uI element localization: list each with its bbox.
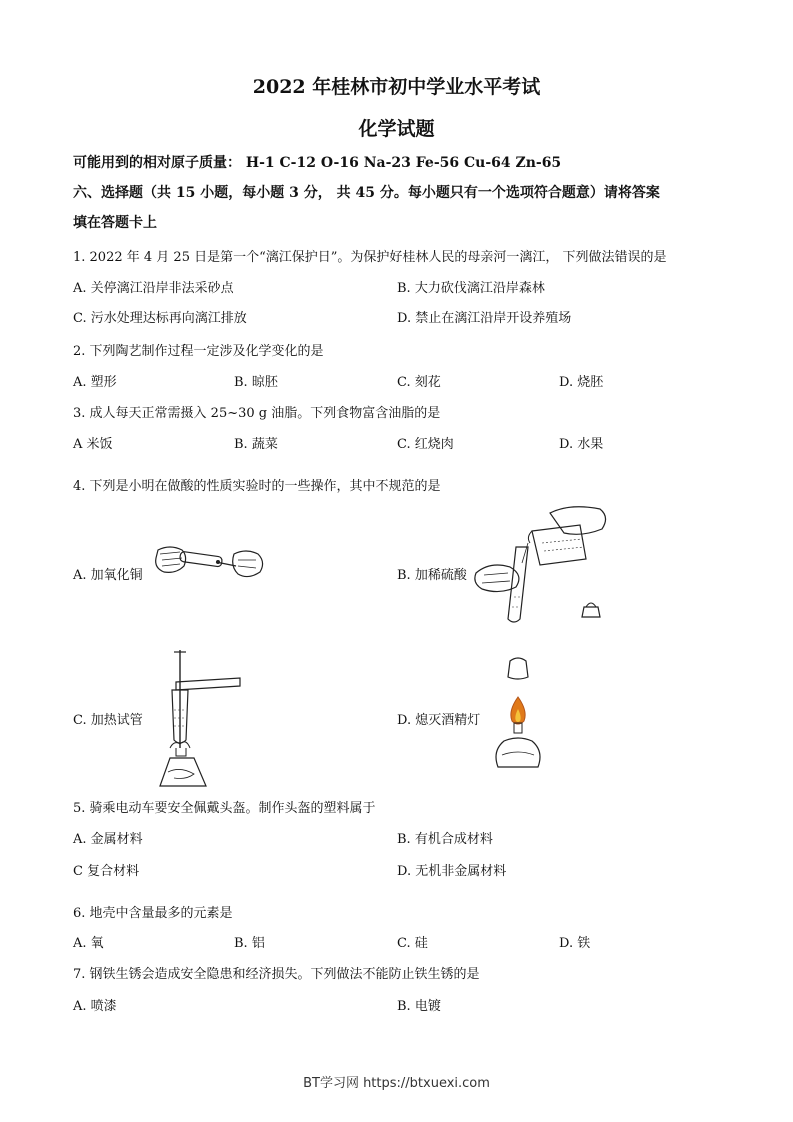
question-3-stem: 3. 成人每天正常需摄入 25~30 g 油脂。下列食物富含油脂的是 <box>73 406 441 421</box>
q6-option-d: D. 铁 <box>559 936 591 951</box>
q3-option-d: D. 水果 <box>559 437 604 452</box>
page-subtitle: 化学试题 <box>358 118 435 140</box>
q4-option-b: B. 加稀硫酸 <box>397 568 467 583</box>
question-6-stem: 6. 地壳中含量最多的元素是 <box>73 906 233 921</box>
q5-option-c: C 复合材料 <box>73 864 140 879</box>
q6-option-b: B. 铝 <box>234 936 265 951</box>
q1-option-c: C. 污水处理达标再向漓江排放 <box>73 311 247 326</box>
q4-option-d: D. 熄灭酒精灯 <box>397 713 481 728</box>
q2-option-c: C. 刻花 <box>397 375 441 390</box>
adding-copper-oxide-illustration <box>150 540 270 588</box>
q5-option-d: D. 无机非金属材料 <box>397 864 507 879</box>
heating-test-tube-illustration <box>150 648 246 790</box>
q3-option-c: C. 红烧肉 <box>397 437 454 452</box>
question-2-stem: 2. 下列陶艺制作过程一定涉及化学变化的是 <box>73 344 324 359</box>
atomic-masses: 可能用到的相对原子质量： H-1 C-12 O-16 Na-23 Fe-56 Cu-64 Zn-65 <box>73 155 562 171</box>
extinguishing-lamp-illustration <box>488 655 548 773</box>
q6-option-c: C. 硅 <box>397 936 428 951</box>
page-title: 2022 年桂林市初中学业水平考试 <box>252 76 541 98</box>
q4-option-c: C. 加热试管 <box>73 713 143 728</box>
question-4-stem: 4. 下列是小明在做酸的性质实验时的一些操作，其中不规范的是 <box>73 479 441 494</box>
q3-option-b: B. 蔬菜 <box>234 437 278 452</box>
q7-option-b: B. 电镀 <box>397 999 441 1014</box>
q5-option-b: B. 有机合成材料 <box>397 832 493 847</box>
q1-option-d: D. 禁止在漓江沿岸开设养殖场 <box>397 311 572 326</box>
q2-option-d: D. 烧胚 <box>559 375 604 390</box>
question-1-stem: 1. 2022 年 4 月 25 日是第一个“漓江保护日”。为保护好桂林人民的母亲河一漓江， 下列做法错误的是 <box>73 250 667 265</box>
section-instructions-cont: 填在答题卡上 <box>73 215 157 231</box>
q7-option-a: A. 喷漆 <box>73 999 117 1014</box>
adding-sulfuric-acid-illustration <box>470 503 620 628</box>
section-instructions: 六、选择题（共 15 小题，每小题 3 分， 共 45 分。每小题只有一个选项符合题意）请将答案 <box>73 185 660 201</box>
q5-option-a: A. 金属材料 <box>73 832 143 847</box>
question-5-stem: 5. 骑乘电动车要安全佩戴头盔。制作头盔的塑料属于 <box>73 801 376 816</box>
q3-option-a: A 米饭 <box>73 437 113 452</box>
question-7-stem: 7. 钢铁生锈会造成安全隐患和经济损失。下列做法不能防止铁生锈的是 <box>73 967 480 982</box>
q4-option-a: A. 加氧化铜 <box>73 568 143 583</box>
q6-option-a: A. 氧 <box>73 936 104 951</box>
q2-option-a: A. 塑形 <box>73 375 117 390</box>
footer-watermark: BT学习网 https://btxuexi.com <box>303 1076 490 1091</box>
q1-option-b: B. 大力砍伐漓江沿岸森林 <box>397 281 545 296</box>
q1-option-a: A. 关停漓江沿岸非法采砂点 <box>73 281 234 296</box>
q2-option-b: B. 晾胚 <box>234 375 278 390</box>
